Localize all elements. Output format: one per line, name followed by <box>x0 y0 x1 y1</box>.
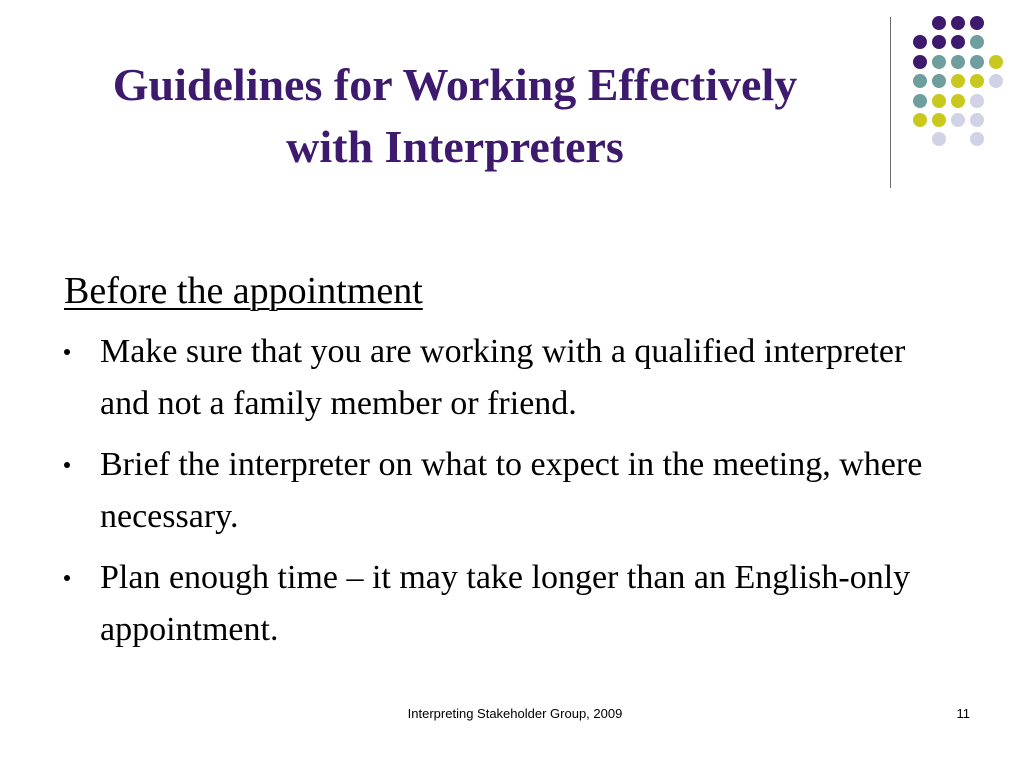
title-line-2: with Interpreters <box>286 121 624 172</box>
decor-dot-purple <box>951 35 965 49</box>
decor-dot-teal <box>970 55 984 69</box>
decor-dot-yellow <box>913 113 927 127</box>
bullet-icon <box>64 349 70 355</box>
slide-footer: Interpreting Stakeholder Group, 2009 <box>407 706 623 721</box>
decor-dot-lavender <box>951 113 965 127</box>
decor-dot-yellow <box>932 113 946 127</box>
decor-dot-lavender <box>970 132 984 146</box>
page-number: 11 <box>956 706 970 721</box>
bullet-item <box>64 326 944 430</box>
decor-dot-purple <box>951 16 965 30</box>
decor-dot-teal <box>932 74 946 88</box>
title-line-1: Guidelines for Working Effectively <box>112 59 798 110</box>
decor-dot-teal <box>913 74 927 88</box>
decor-dot-lavender <box>970 94 984 108</box>
bullet-list <box>64 326 944 656</box>
decor-dot-purple <box>932 16 946 30</box>
section-heading: Before the appointment <box>64 270 423 312</box>
decor-dot-purple <box>913 35 927 49</box>
bullet-text: Make sure that you are working with a qualified interpreter and not a family member or friend. <box>100 333 906 422</box>
decor-dot-teal <box>970 35 984 49</box>
bullet-item <box>64 439 944 543</box>
decor-dot-teal <box>913 94 927 108</box>
decor-dot-purple <box>970 16 984 30</box>
slide-title <box>30 54 880 178</box>
vertical-divider <box>890 17 891 188</box>
decor-dot-teal <box>951 55 965 69</box>
decor-dot-purple <box>913 55 927 69</box>
decor-dot-yellow <box>989 55 1003 69</box>
bullet-item <box>64 552 944 656</box>
decor-dot-yellow <box>932 94 946 108</box>
decor-dot-yellow <box>951 74 965 88</box>
decor-dot-lavender <box>989 74 1003 88</box>
bullet-icon <box>64 575 70 581</box>
slide-body <box>64 266 944 665</box>
bullet-text: Brief the interpreter on what to expect in the meeting, where necessary. <box>100 446 923 535</box>
bullet-text: Plan enough time – it may take longer than an English-only appointment. <box>100 559 911 648</box>
decor-dot-lavender <box>932 132 946 146</box>
decor-dot-lavender <box>970 113 984 127</box>
decor-dot-teal <box>932 55 946 69</box>
bullet-icon <box>64 462 70 468</box>
decor-dot-yellow <box>970 74 984 88</box>
decor-dot-purple <box>932 35 946 49</box>
decor-dot-yellow <box>951 94 965 108</box>
